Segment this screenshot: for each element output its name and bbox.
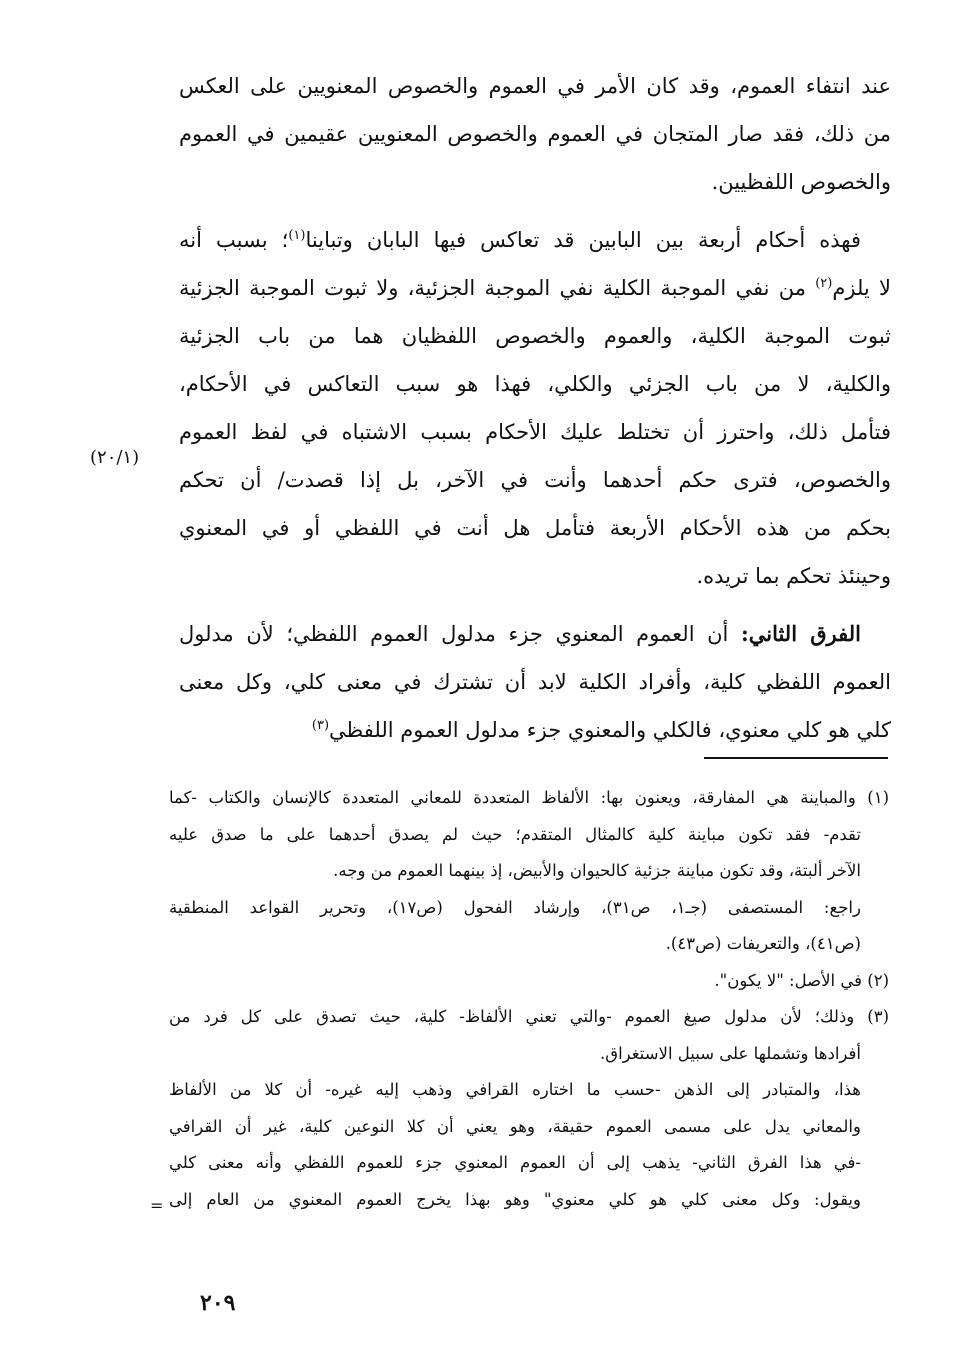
text-line: [179, 216, 891, 264]
text-line: ثبوت الموجبة الكلية، والعموم والخصوص اللفظيان هما من باب الجزئية: [179, 324, 891, 348]
footnote-line: هذا، والمتبادر إلى الذهن -حسب ما اختاره القرافي وذهب إليه غيره- أن كلا من الألفاظ: [169, 1080, 861, 1099]
footnote-ref: (١): [288, 228, 306, 243]
text-run: فهذه أحكام أربعة بين البابين قد تعاكس فيها البابان وتباينا: [305, 228, 861, 252]
footnote-line: ويقول: وكل معنى كلي هو كلي معنوي" وهو بهذا يخرج العموم المعنوي من العام إلى: [169, 1189, 861, 1209]
text-run: لا يلزم: [832, 276, 891, 300]
footnote-line: راجع: المستصفى (جـ١، ص٣١)، وإرشاد الفحول (ص١٧)، وتحرير القواعد المنطقية: [169, 897, 861, 917]
footnote-line: تقدم- فقد تكون مباينة كلية كالمثال المتقدم؛ حيث لم يصدق أحدهما على ما صدق عليه: [169, 824, 861, 844]
section-heading: الفرق الثاني:: [740, 621, 861, 646]
text-line: عند انتفاء العموم، وقد كان الأمر في العموم والخصوص المعنويين على العكس: [179, 74, 891, 98]
text-run: كلي هو كلي معنوي، فالكلي والمعنوي جزء مدلول العموم اللفظي: [329, 718, 891, 742]
footnote-line: والمعاني يدل على مسمى العموم حقيقة، وهو يعني أن كلا النوعين كلية، غير أن القرافي: [169, 1116, 861, 1136]
footnote-ref: (٢): [815, 276, 833, 291]
text-line: والكلية، لا من باب الجزئي والكلي، فهذا هو سبب التعاكس في الأحكام،: [179, 372, 891, 396]
continuation-mark: =: [150, 1196, 164, 1215]
footnote-line: (٣) وذلك؛ لأن مدلول صيغ العموم -والتي تعني الألفاظ- كلية، حيث تصدق على كل فرد من: [169, 1007, 889, 1026]
text-line: والخصوص، فترى حكم أحدهما وأنت في الآخر، بل إذا قصدت/ أن تحكم: [179, 468, 891, 492]
text-run: ؛ بسبب أنه: [179, 228, 289, 252]
text-line: بحكم من هذه الأحكام الأربعة فتأمل هل أنت في اللفظي أو في المعنوي: [179, 516, 891, 540]
footnotes: [169, 780, 889, 1218]
text-line: [179, 264, 891, 312]
text-run: من نفي الموجبة الكلية نفي الموجبة الجزئية، ولا ثبوت الموجبة الجزئية: [179, 276, 816, 300]
text-line: والخصوص اللفظيين.: [711, 170, 891, 194]
footnote-ref: (٣): [311, 718, 330, 733]
footnote-line: (٢) في الأصل: "لا يكون".: [714, 970, 889, 990]
text-line: وحينئذ تحكم بما تريده.: [696, 564, 891, 588]
manuscript-folio-note: (٢٠/١): [90, 447, 140, 468]
text-line: [179, 706, 891, 754]
footnote-line: -في هذا الفرق الثاني- يذهب إلى أن العموم المعنوي جزء للعموم اللفظي وأنه معنى كلي: [169, 1153, 861, 1172]
text-line: من ذلك، فقد صار المتجان في العموم والخصوص المعنويين عقيمين في العموم: [179, 122, 891, 146]
footnote-line: (ص٤١)، والتعريفات (ص٤٣).: [665, 934, 861, 953]
footnote-divider: [704, 757, 888, 759]
main-text: [179, 62, 891, 754]
footnote-line: (١) والمباينة هي المفارقة، ويعنون بها: الألفاظ المتعددة للمعاني المتعددة كالإنسان والكتاب -كما: [169, 788, 889, 807]
text-line: العموم اللفظي كلية، وأفراد الكلية لابد أن تشترك في معنى كلي، وكل معنى: [179, 670, 891, 694]
footnote-line: أفرادها وتشملها على سبيل الاستغراق.: [600, 1043, 861, 1063]
text-run: أن العموم المعنوي جزء مدلول العموم اللفظي؛ لأن مدلول: [179, 622, 741, 646]
page-number: ٢٠٩: [200, 1290, 236, 1316]
text-line: [179, 610, 891, 658]
footnote-line: الآخر ألبتة، وقد تكون مباينة جزئية كالحيوان والأبيض، إذ بينهما العموم من وجه.: [333, 861, 861, 880]
text-line: فتأمل ذلك، واحترز أن تختلط عليك الأحكام بسبب الاشتباه في لفظ العموم: [179, 420, 891, 444]
